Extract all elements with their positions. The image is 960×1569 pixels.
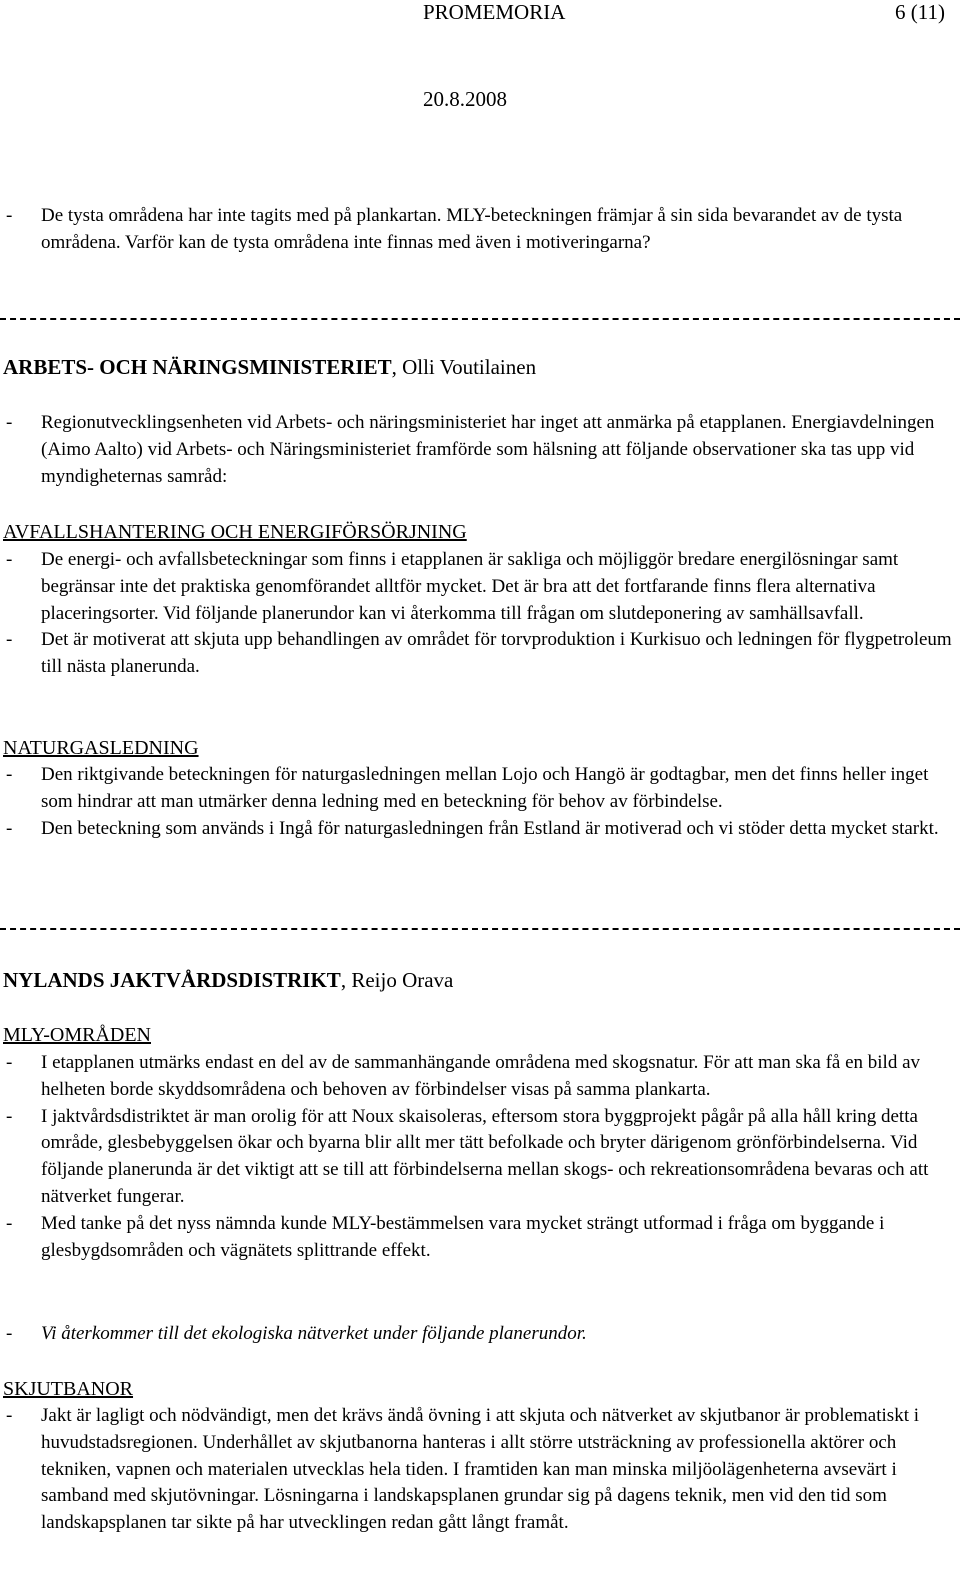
list-item — [0, 1321, 958, 1348]
bullet: - — [6, 1212, 13, 1234]
bullet: - — [6, 412, 13, 433]
item-text: Jakt är lagligt och nödvändigt, men det krävs ändå övning i att skjuta och nätverket av skjutbanor är problematiskt i huvudstadsregionen. Underhållet av skjutbanorna hanteras i allt större utsträckning av professionella aktörer och tekniken, vapnen och materialen utvecklas hela tiden. I framtiden kan man minska miljöolägenheterna avsevärt i samband med skjutövningar. Lösningarna i landskapsplanen grundar sig på dagens teknik, men vid den tid som landskapsplanen tar sikte på har utvecklingen redan gått långt framåt. — [41, 1405, 919, 1534]
list-item — [0, 203, 958, 257]
item-text: Det är motiverat att skjuta upp behandlingen av området för torvproduktion i Kurkisuo och ledningen för flygpetroleum till nästa planerunda. — [41, 629, 952, 678]
natur-list — [0, 762, 958, 842]
bullet: - — [6, 1323, 13, 1344]
bullet: - — [6, 764, 13, 785]
list-item — [0, 1050, 958, 1104]
organization-name: ARBETS- OCH NÄRINGSMINISTERIET — [3, 355, 392, 379]
item-text: De tysta områdena har inte tagits med på plankartan. MLY-beteckningen främjar å sin sida bevarandet av de tysta områdena. Varför kan de tysta områdena inte finnas med även i motiveringarna? — [41, 205, 903, 253]
list-item — [0, 1403, 958, 1537]
separator-line — [0, 928, 960, 932]
list-item — [0, 410, 958, 490]
bullet: - — [6, 549, 13, 570]
bullet: - — [6, 629, 13, 651]
bullet: - — [6, 205, 13, 226]
item-text: I jaktvårdsdistriktet är man orolig för att Noux skaisoleras, eftersom stora byggprojekt pågår på alla håll kring detta område, glesbebyggelsen ökar och byarna blir allt mer tätt befolkade och bryter därigenom grönförbindelserna. Vid följande planerunda är det viktigt att se till att förbindelserna mellan skogs- och rekreationsområdena bevaras och att nätverket fungerar. — [41, 1105, 929, 1207]
heading-naturgasledning: NATURGASLEDNING — [3, 737, 199, 759]
italic-list — [0, 1321, 958, 1348]
mly-list — [0, 1050, 958, 1264]
item-text: Regionutvecklingsenheten vid Arbets- och näringsministeriet har inget att anmärka på etapplanen. Energiavdelningen (Aimo Aalto) vid Arbets- och Näringsministeriet framförde som hälsning att följande observationer ska tas upp vid myndigheternas samråd: — [41, 412, 935, 487]
item-text: Den beteckning som används i Ingå för naturgasledningen från Estland är motiverad och vi stöder detta mycket starkt. — [41, 817, 939, 839]
item-text: Vi återkommer till det ekologiska nätverket under följande planerundor. — [41, 1323, 587, 1344]
heading-avfallshantering: AVFALLSHANTERING OCH ENERGIFÖRSÖRJNING — [3, 521, 467, 543]
avfall-list — [0, 547, 958, 681]
doc-date: 20.8.2008 — [423, 87, 507, 111]
list-item — [0, 1104, 958, 1211]
organization-name: NYLANDS JAKTVÅRDSDISTRIKT — [3, 968, 341, 992]
heading-skjutbanor: SKJUTBANOR — [3, 1378, 134, 1400]
bullet: - — [6, 1105, 13, 1127]
heading-mly-omraden: MLY-OMRÅDEN — [3, 1024, 151, 1046]
bullet: - — [6, 1052, 13, 1073]
contact-person: , Olli Voutilainen — [391, 355, 537, 379]
list-item — [0, 816, 958, 843]
arbets-list — [0, 410, 958, 490]
page-number: 6 (11) — [895, 0, 945, 24]
item-text: Den riktgivande beteckningen för naturgasledningen mellan Lojo och Hangö är godtagbar, men det finns heller inget som hindrar att man utmärker denna ledning med en beteckning för behov av förbindelse. — [41, 764, 929, 812]
list-item — [0, 1211, 958, 1265]
doc-title: PROMEMORIA — [423, 0, 566, 24]
list-item — [0, 762, 958, 816]
skjut-list — [0, 1403, 958, 1537]
item-text: I etapplanen utmärks endast en del av de sammanhängande områdena med skogsnatur. För att man ska få en bild av helheten borde skyddsområdena och behoven av förbindelser visas på samma plankarta. — [41, 1052, 921, 1100]
section-title-arbets — [3, 354, 536, 381]
list-item — [0, 627, 958, 681]
intro-list — [0, 203, 958, 257]
section-title-nylands — [3, 967, 453, 994]
separator-line — [0, 318, 960, 322]
list-item — [0, 547, 958, 627]
bullet: - — [6, 817, 13, 839]
item-text: De energi- och avfallsbeteckningar som finns i etapplanen är sakliga och möjliggör bredare energilösningar samt begränsar inte det praktiska genomförandet alltför mycket. Det är bra att det fortfarande finns flera alternativa placeringsorter. Vid följande planerundor kan vi återkomma till frågan om slutdeponering av samhällsavfall. — [41, 549, 899, 624]
bullet: - — [6, 1405, 13, 1426]
item-text: Med tanke på det nyss nämnda kunde MLY-bestämmelsen vara mycket strängt utformad i fråga om byggande i glesbygdsområden och vägnätets splittrande effekt. — [41, 1212, 885, 1261]
contact-person: , Reijo Orava — [340, 968, 454, 992]
